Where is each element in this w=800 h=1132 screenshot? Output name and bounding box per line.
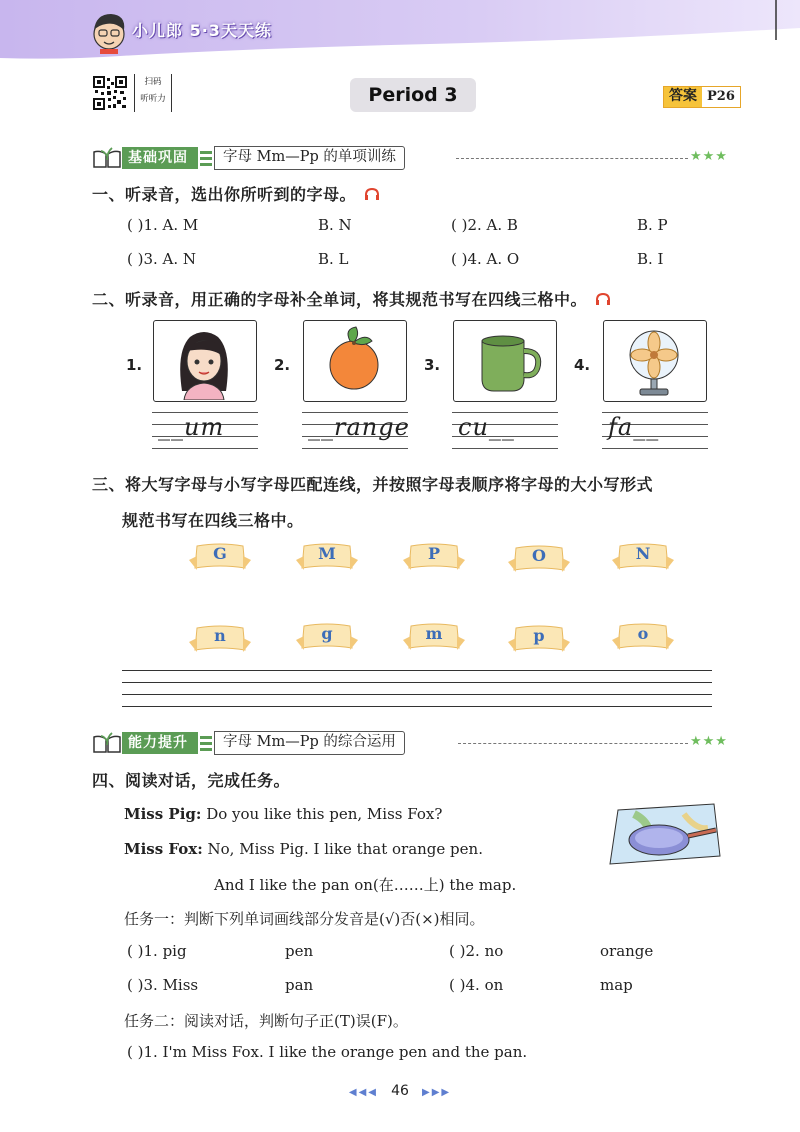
lower-letter: p [533,626,545,645]
section-eq-decor [200,147,212,169]
upper-letter-card [296,542,358,576]
upper-letter-card [508,544,570,578]
q2-writing-lines-2 [302,408,408,452]
section-bar-basic [92,145,405,171]
lower-letter: n [214,626,226,645]
q1-item-1-b: B. N [318,216,352,234]
page-number: 46 [391,1083,409,1099]
headphones-icon [364,187,380,201]
task1-item-4-w2: map [600,976,633,994]
upper-letter: P [427,544,441,563]
lower-letter: m [425,624,443,643]
task1-item-1-w2: pen [285,942,314,960]
upper-letter: G [213,544,227,563]
lower-letter: g [321,624,333,643]
upper-letter: O [532,546,546,565]
answer-page: P26 [702,87,740,107]
dialogue-line-1: Miss Pig: Do you like this pen, Miss Fox? [124,805,443,823]
lower-letter-card [508,624,570,658]
writing-line [122,682,712,683]
lower-letter-card [296,622,358,656]
q1-item-3-b: B. L [318,250,349,268]
task1-item-2-w2: orange [600,942,654,960]
section-subtitle: 字母 Mm—Pp 的单项训练 [214,146,405,170]
q1-item-4: ( )4. A. O [451,250,520,268]
q2-writing-lines-4 [602,408,708,452]
answer-reference [663,86,741,108]
section-divider [456,158,688,159]
q2-writing-lines-3 [452,408,558,452]
upper-letter-card [612,542,674,576]
section-eq-decor [200,732,212,754]
fan-icon [604,321,705,400]
task1-item-4: ( )4. on [449,976,504,994]
q3-title-line1: 三、将大写字母与小写字母匹配连线，并按照字母表顺序将字母的大小写形式 [92,475,654,494]
q3-title-line2: 规范书写在四线三格中。 [122,511,304,530]
q2-word-3: cu__ [458,413,515,441]
q2-picture-4 [603,320,707,402]
q2-word-4: fa__ [608,413,660,441]
upper-letter-card [403,542,465,576]
q2-title: 二、听录音，用正确的字母补全单词，将其规范书写在四线三格中。 [92,287,611,310]
section-tag: 基础巩固 [122,147,198,169]
q2-picture-1 [153,320,257,402]
scan-label-line2: 听听力 [140,94,166,104]
lower-letter-card [189,624,251,658]
headphones-icon [595,292,611,306]
upper-letter: N [635,544,651,563]
scan-to-listen-label [134,74,172,112]
q4-title: 四、阅读对话，完成任务。 [92,771,291,790]
book-sprout-icon [92,731,122,755]
girl-icon [154,321,255,400]
task1-item-3-w2: pan [285,976,314,994]
upper-letter-card [189,542,251,576]
section-subtitle: 字母 Mm—Pp 的综合运用 [214,731,405,755]
section-tag: 能力提升 [122,732,198,754]
lower-letter-card [403,622,465,656]
lower-letter-card [612,622,674,656]
q2-picture-2 [303,320,407,402]
lower-letter: o [637,624,649,643]
scan-label-line1: 扫码 [144,77,162,87]
task1-item-2: ( )2. no [449,942,504,960]
q1-item-4-b: B. I [637,250,664,268]
task1-item-1: ( )1. pig [127,942,187,960]
page-footer [0,1080,800,1099]
q1-item-1: ( )1. A. M [127,216,199,234]
section-divider [458,743,688,744]
q1-title: 一、听录音，选出你所听到的字母。 [92,182,380,205]
q1-item-3: ( )3. A. N [127,250,197,268]
page-title: Period 3 [350,78,476,112]
writing-line [122,706,712,707]
dialogue-line-2: Miss Fox: No, Miss Pig. I like that orange pen. [124,840,483,858]
task1-title: 任务一：判断下列单词画线部分发音是(√)否(×)相同。 [124,910,485,928]
answer-label: 答案 [664,87,702,107]
orange-icon [304,321,405,400]
q2-num-1: 1. [126,356,143,374]
q2-num-3: 3. [424,356,441,374]
writing-line [122,670,712,671]
brand-logo: 小儿郎 5·3天天练 [132,20,272,40]
q2-writing-lines-1 [152,408,258,452]
next-arrows-icon: ▶▶▶ [422,1087,452,1098]
pan-on-map-icon [604,800,724,870]
cup-icon [454,321,555,400]
dialogue-line-3: And I like the pan on(在……上) the map. [214,876,517,894]
q2-num-2: 2. [274,356,291,374]
book-sprout-icon [92,146,122,170]
task2-item-1: ( )1. I'm Miss Fox. I like the orange pen and the pan. [127,1043,528,1061]
q2-num-4: 4. [574,356,591,374]
writing-line [122,694,712,695]
section-bar-advanced [92,730,405,756]
q2-word-1: __um [158,413,225,441]
qr-code-icon [93,76,127,110]
difficulty-stars: ★★★ [690,149,728,164]
upper-letter: M [318,544,336,563]
task1-item-3: ( )3. Miss [127,976,199,994]
prev-arrows-icon: ◀◀◀ [348,1087,378,1098]
q2-word-2: __range [308,413,410,441]
q1-item-2: ( )2. A. B [451,216,518,234]
q2-picture-3 [453,320,557,402]
q1-item-2-b: B. P [637,216,668,234]
difficulty-stars: ★★★ [690,734,728,749]
task2-title: 任务二：阅读对话，判断句子正(T)误(F)。 [124,1012,408,1030]
